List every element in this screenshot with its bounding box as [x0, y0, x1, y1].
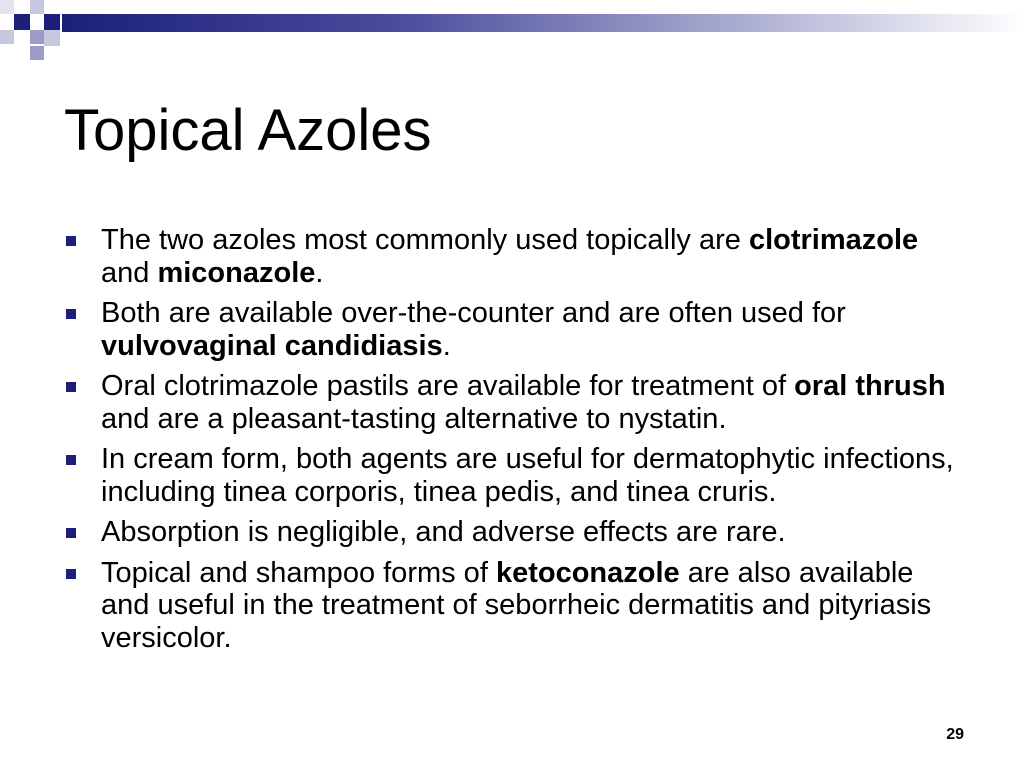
bullet-item: [64, 297, 964, 362]
text-run: and: [101, 256, 158, 289]
decorative-square: [44, 30, 60, 46]
bullet-list: [64, 224, 964, 662]
square-bullet-icon: [66, 236, 76, 246]
bold-term: oral thrush: [794, 370, 946, 402]
text-run: .: [315, 256, 324, 289]
text-run: are also available and useful in the treatment of seborrheic dermatitis and pityriasis versicolor.: [101, 556, 932, 654]
page-number: 29: [946, 726, 964, 743]
square-bullet-icon: [66, 528, 76, 538]
header-decoration: [0, 0, 1024, 62]
bullet-item: [64, 557, 964, 655]
decorative-square: [14, 14, 30, 30]
text-run: Oral clotrimazole pastils are available for treatment of: [101, 370, 795, 402]
decorative-square: [0, 0, 14, 14]
bold-term: vulvovaginal candidiasis: [101, 329, 443, 362]
bullet-text: [101, 297, 846, 362]
decorative-square: [30, 0, 44, 14]
decorative-square: [44, 14, 60, 30]
bold-term: ketoconazole: [495, 556, 680, 589]
square-bullet-icon: [66, 455, 76, 465]
square-bullet-icon: [66, 569, 76, 579]
slide-title: Topical Azoles: [64, 98, 432, 163]
bullet-item: [64, 516, 964, 549]
bullet-item: [64, 370, 964, 435]
bullet-text: [101, 557, 931, 654]
decorative-square: [30, 46, 44, 60]
text-run: .: [442, 329, 451, 362]
text-run: In cream form, both agents are useful for dermatophytic infections, including tinea corporis, tinea pedis, and tinea cruris.: [101, 443, 954, 508]
decorative-square: [30, 30, 44, 44]
bullet-text: [101, 370, 946, 435]
bullet-item: [64, 443, 964, 508]
text-run: Both are available over-the-counter and are often used for: [101, 297, 846, 329]
text-run: and are a pleasant-tasting alternative to nystatin.: [101, 402, 727, 435]
header-gradient-bar: [62, 14, 1024, 32]
bold-term: clotrimazole: [748, 224, 919, 256]
decorative-square: [0, 30, 14, 44]
bullet-text: [101, 224, 918, 289]
bullet-item: [64, 224, 964, 289]
text-run: Absorption is negligible, and adverse effects are rare.: [101, 516, 786, 548]
square-bullet-icon: [66, 309, 76, 319]
text-run: The two azoles most commonly used topically are: [101, 224, 749, 256]
square-bullet-icon: [66, 382, 76, 392]
text-run: Topical and shampoo forms of: [101, 556, 496, 589]
bullet-text: [101, 516, 786, 548]
bullet-text: [101, 443, 954, 508]
bold-term: miconazole: [157, 256, 316, 289]
